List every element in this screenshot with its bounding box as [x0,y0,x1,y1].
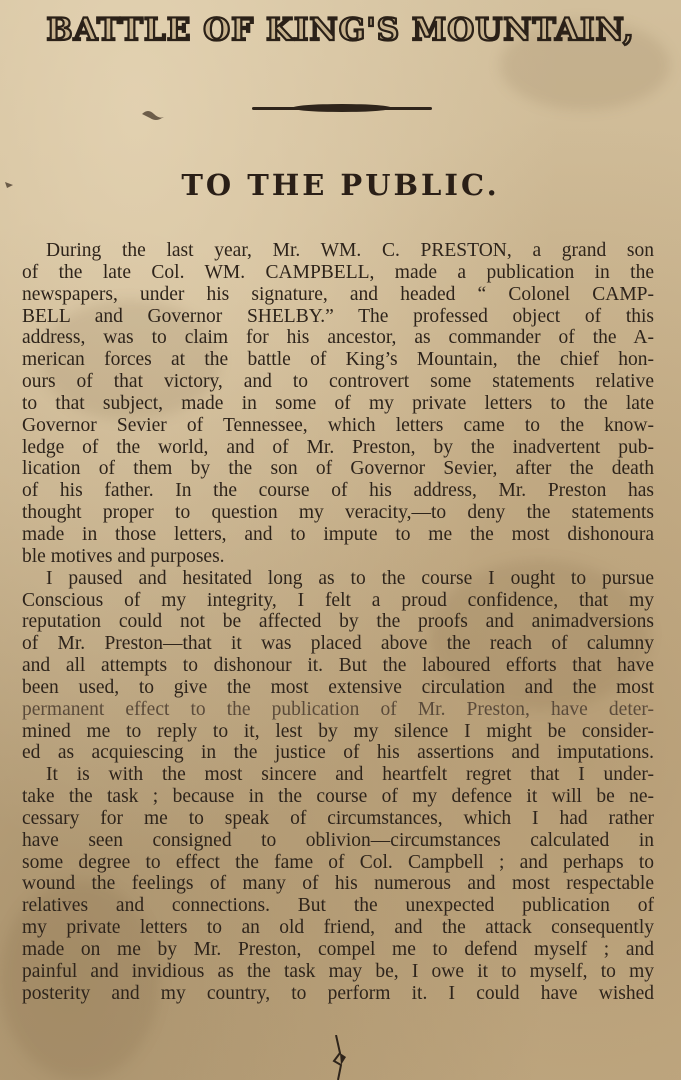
text-line: posterity and my country, to perform it. I could have wished [22,982,654,1004]
text-line: Governor Sevier of Tennessee, which letters came to the know- [22,414,654,436]
text-line: relatives and connections. But the unexpected publication of [22,895,654,917]
text-line: painful and invidious as the task may be, I owe it to myself, to my [22,960,654,982]
text-line: some degree to effect the fame of Col. Campbell ; and perhaps to [22,851,654,873]
text-line: of his father. In the course of his address, Mr. Preston has [22,480,654,502]
page-heading: TO THE PUBLIC. [181,168,500,202]
text-line: made in those letters, and to impute to me the most dishonoura [22,523,654,545]
masthead-title: BATTLE OF KING'S MOUNTAIN, [46,12,635,48]
text-line: wound the feelings of many of his numerous and most respectable [22,873,654,895]
text-line: and all attempts to dishonour it. But the laboured efforts that have [22,655,654,677]
ink-blot-icon [140,106,170,124]
text-line: of the late Col. WM. CAMPBELL, made a publication in the [22,261,654,283]
text-line: permanent effect to the publication of Mr. Preston, have deter- [22,698,654,720]
text-line: made on me by Mr. Preston, compel me to defend myself ; and [22,939,654,960]
text-line: to that subject, made in some of my private letters to the late [22,392,654,414]
text-line: take the task ; because in the course of my defence it will be ne- [22,786,654,808]
text-line: reputation could not be affected by the proofs and animadversions [22,611,654,633]
text-line: BELL and Governor SHELBY.” The professed object of this [22,305,654,327]
article-body [22,240,654,1005]
fold-crease-icon [326,1035,356,1080]
text-line: thought proper to question my veracity,—to deny the statements [22,502,654,524]
text-line: address, was to claim for his ancestor, as commander of the A- [22,327,654,349]
text-line: ours of that victory, and to controvert some statements relative [22,371,654,393]
text-line: ble motives and purposes. [22,545,225,567]
text-line: of Mr. Preston—that it was placed above the reach of calumny [22,633,654,655]
text-line: During the last year, Mr. WM. C. PRESTON, a grand son [46,240,654,261]
text-line: my private letters to an old friend, and the attack consequently [22,917,654,939]
text-line: ed as acquiescing in the justice of his assertions and imputations. [22,742,654,764]
text-line: I paused and hesitated long as to the course I ought to pursue [46,567,654,589]
text-line: Conscious of my integrity, I felt a proud confidence, that my [22,589,654,611]
text-line: ledge of the world, and of Mr. Preston, by the inadvertent pub- [22,436,654,458]
text-line: been used, to give the most extensive circulation and the most [22,676,654,698]
text-line: mined me to reply to it, lest by my silence I might be consider- [22,720,654,742]
text-line: cessary for me to speak of circumstances, which I had rather [22,807,654,829]
ornamental-rule [252,104,432,112]
text-line: newspapers, under his signature, and headed “ Colonel CAMP- [22,283,654,305]
text-line: merican forces at the battle of King’s Mountain, the chief hon- [22,349,654,371]
text-line: have seen consigned to oblivion—circumstances calculated in [22,829,654,851]
text-line: lication of them by the son of Governor Sevier, after the death [22,458,654,480]
text-line: It is with the most sincere and heartfelt regret that I under- [46,764,654,786]
